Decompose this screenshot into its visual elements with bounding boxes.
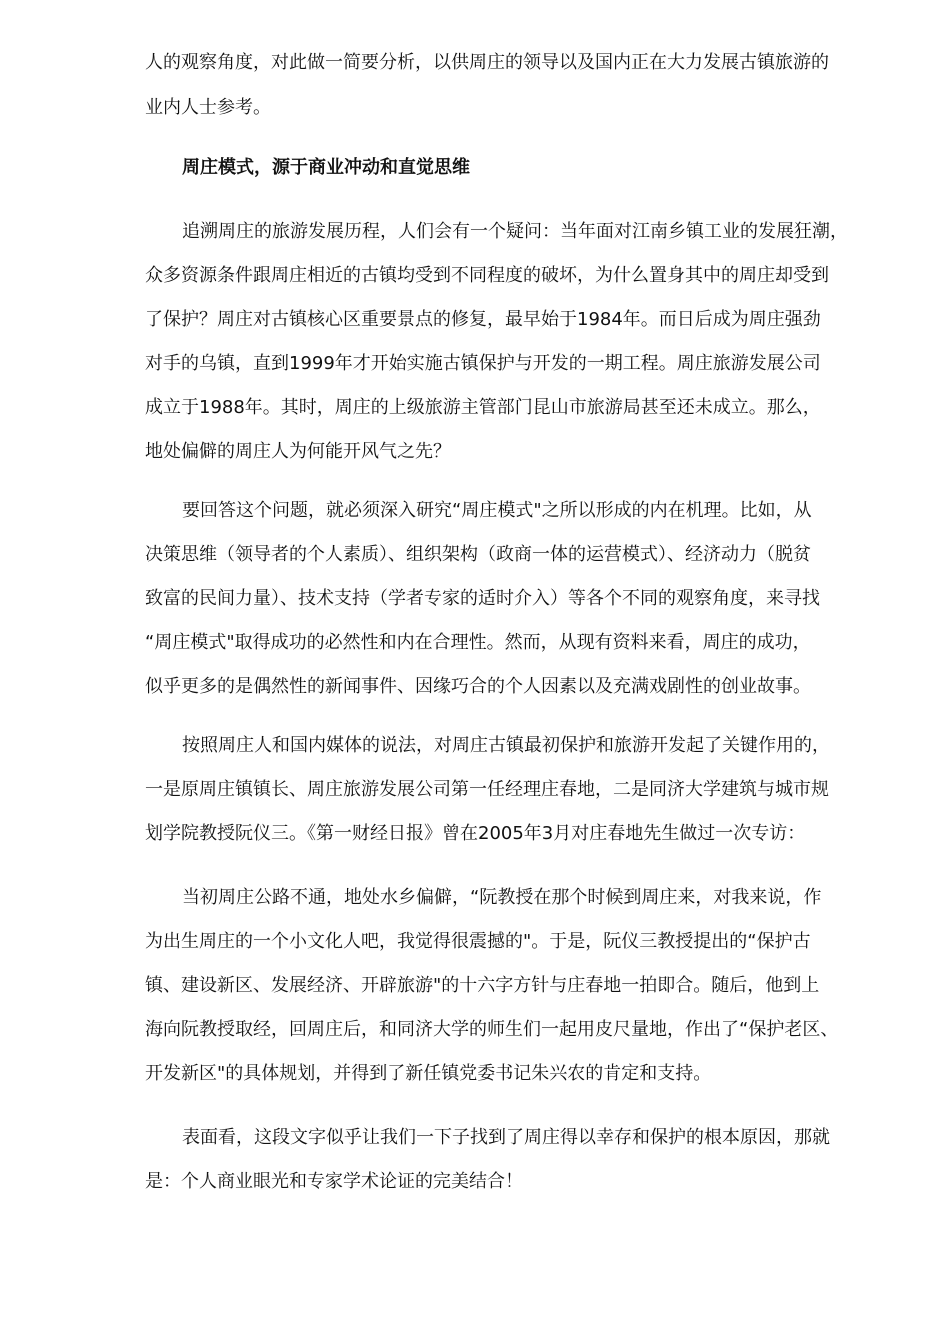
text-line: 海向阮教授取经，回周庄后，和同济大学的师生们一起用皮尺量地，作出了“保护老区、	[145, 1019, 839, 1040]
text-line: 决策思维（领导者的个人素质）、组织架构（政商一体的运营模式）、经济动力（脱贫	[145, 544, 811, 565]
text-line: 划学院教授阮仪三。《第一财经日报》曾在2005年3月对庄春地先生做过一次专访：	[145, 823, 806, 844]
section-heading: 周庄模式，源于商业冲动和直觉思维	[182, 157, 470, 178]
text-line: 众多资源条件跟周庄相近的古镇均受到不同程度的破坏，为什么置身其中的周庄却受到	[145, 265, 829, 286]
text-line: 按照周庄人和国内媒体的说法，对周庄古镇最初保护和旅游开发起了关键作用的，	[182, 735, 830, 756]
text-line: 镇、建设新区、发展经济、开辟旅游"的十六字方针与庄春地一拍即合。随后，他到上	[145, 975, 820, 996]
text-line: 开发新区"的具体规划，并得到了新任镇党委书记朱兴农的肯定和支持。	[145, 1063, 712, 1084]
text-line: 要回答这个问题，就必须深入研究“周庄模式"之所以形成的内在机理。比如，从	[182, 500, 812, 521]
text-line: 人的观察角度，对此做一简要分析，以供周庄的领导以及国内正在大力发展古镇旅游的	[145, 52, 829, 73]
text-line: 追溯周庄的旅游发展历程，人们会有一个疑问：当年面对江南乡镇工业的发展狂潮，	[182, 221, 848, 242]
text-line: 业内人士参考。	[145, 97, 271, 118]
text-line: 为出生周庄的一个小文化人吧，我觉得很震撼的"。于是，阮仪三教授提出的“保护古	[145, 931, 811, 952]
text-line: 是：个人商业眼光和专家学术论证的完美结合！	[145, 1171, 523, 1192]
text-line: 似乎更多的是偶然性的新闻事件、因缘巧合的个人因素以及充满戏剧性的创业故事。	[145, 676, 811, 697]
text-line: 对手的乌镇，直到1999年才开始实施古镇保护与开发的一期工程。周庄旅游发展公司	[145, 353, 821, 374]
text-line: “周庄模式"取得成功的必然性和内在合理性。然而，从现有资料来看，周庄的成功，	[145, 632, 811, 653]
text-line: 致富的民间力量）、技术支持（学者专家的适时介入）等各个不同的观察角度，来寻找	[145, 588, 820, 609]
text-line: 表面看，这段文字似乎让我们一下子找到了周庄得以幸存和保护的根本原因，那就	[182, 1127, 830, 1148]
text-line: 了保护？周庄对古镇核心区重要景点的修复，最早始于1984年。而日后成为周庄强劲	[145, 309, 821, 330]
text-line: 当初周庄公路不通，地处水乡偏僻，“阮教授在那个时候到周庄来，对我来说，作	[182, 887, 822, 908]
text-line: 成立于1988年。其时，周庄的上级旅游主管部门昆山市旅游局甚至还未成立。那么，	[145, 397, 821, 418]
text-line: 地处偏僻的周庄人为何能开风气之先？	[145, 441, 451, 462]
text-line: 一是原周庄镇镇长、周庄旅游发展公司第一任经理庄春地，二是同济大学建筑与城市规	[145, 779, 829, 800]
